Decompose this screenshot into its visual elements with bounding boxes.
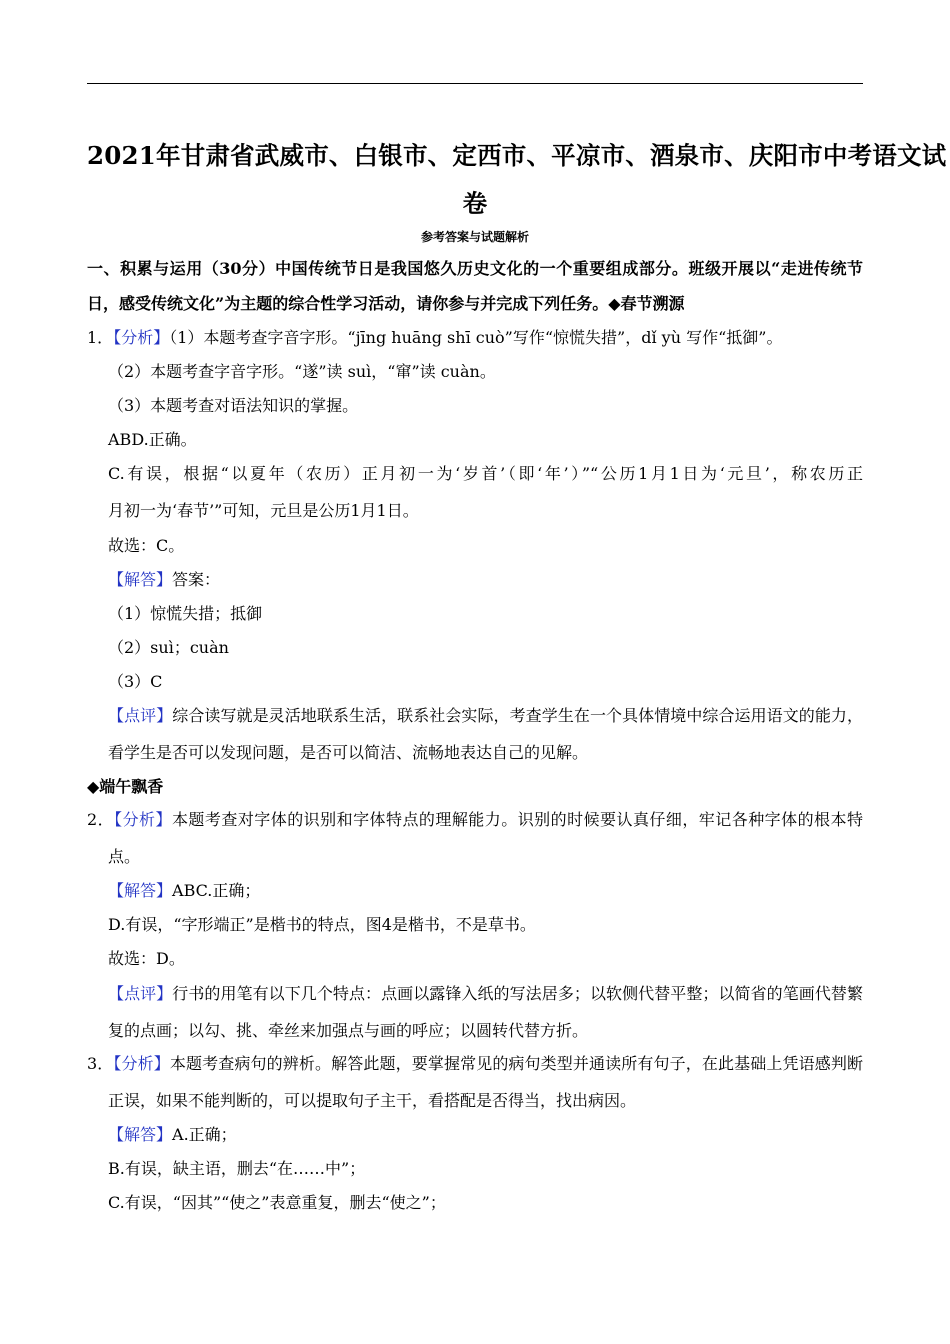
q2-answer-line2: D.有误，“字形端正”是楷书的特点，图4是楷书，不是草书。 <box>108 915 536 934</box>
subtitle: 参考答案与试题解析 <box>420 230 529 244</box>
question-number: 3． <box>87 1054 114 1073</box>
q1-comment-line1: 综合读写就是灵活地联系生活，联系社会实际，考查学生在一个具体情境中综合运用语文的能力， <box>172 706 863 725</box>
analysis-tag: 【分析】 <box>113 328 170 347</box>
q2-answer-line3: 故选：D。 <box>108 949 185 968</box>
q1-comment <box>108 706 863 726</box>
q3-answer-line1: A.正确； <box>172 1125 237 1144</box>
section1-heading-line2: 日，感受传统文化”为主题的综合性学习活动，请你参与并完成下列任务。◆春节溯源 <box>87 294 685 313</box>
comment-tag: 【点评】 <box>108 984 173 1003</box>
q3-answer-line3: C.有误，“因其”“使之”表意重复，删去“使之”； <box>108 1193 446 1212</box>
q1-analysis-line1: （1）本题考查字音字形。“jīng huāng shī cuò”写作“惊慌失措”，dǐ yù 写作“抵御”。 <box>169 328 783 347</box>
question-number: 1． <box>87 328 114 347</box>
q2-analysis-line2: 点。 <box>108 847 141 866</box>
header-rule <box>87 83 863 84</box>
answer-tag: 【解答】 <box>108 570 173 589</box>
q3-answer-line2: B.有误，缺主语，删去“在……中”； <box>108 1159 366 1178</box>
q1-answer-line1: （1）惊慌失措；抵御 <box>108 604 263 623</box>
q1-comment-line2: 看学生是否可以发现问题，是否可以简洁、流畅地表达自己的见解。 <box>108 743 589 762</box>
comment-tag: 【点评】 <box>108 706 173 725</box>
section-duanwu-heading: ◆端午飘香 <box>87 777 164 796</box>
analysis-tag: 【分析】 <box>113 1054 170 1073</box>
q3-analysis-line1: 本题考查病句的辨析。解答此题，要掌握常见的病句类型并通读所有句子，在此基础上凭语感判断 <box>169 1054 863 1073</box>
q1-analysis-line5: C.有误，根据“以夏年（农历）正月初一为‘岁首’（即‘年’）”“公历1月1日为‘元旦’，称农历正 <box>108 464 863 483</box>
q1-analysis-line3: （3）本题考查对语法知识的掌握。 <box>108 396 359 415</box>
answer-tag: 【解答】 <box>108 1125 173 1144</box>
q1-analysis-line6: 月初一为‘春节’”可知，元旦是公历1月1日。 <box>108 501 419 520</box>
q2-comment-line1: 行书的用笔有以下几个特点：点画以露锋入纸的写法居多；以软侧代替平整；以简省的笔画代替繁 <box>172 984 863 1003</box>
q1-answer-line2: （2）suì；cuàn <box>108 638 229 657</box>
q2-comment <box>108 984 863 1004</box>
question-number: 2． <box>87 810 115 829</box>
q3-answer <box>108 1125 237 1145</box>
q1-analysis-line7: 故选：C。 <box>108 536 185 555</box>
q1-answer-line3: （3）C <box>108 672 163 691</box>
page-title-line2: 卷 <box>462 189 488 218</box>
answer-tag: 【解答】 <box>108 881 173 900</box>
question-2 <box>87 810 863 830</box>
q1-answer <box>108 570 220 590</box>
analysis-tag: 【分析】 <box>114 810 172 829</box>
q1-analysis-line4: ABD.正确。 <box>108 430 197 449</box>
q2-answer-line1: ABC.正确； <box>172 881 261 900</box>
section1-heading-line1: 一、积累与运用（30分）中国传统节日是我国悠久历史文化的一个重要组成部分。班级开展以“走进传统节 <box>87 259 863 278</box>
question-3 <box>87 1054 863 1074</box>
q3-analysis-line2: 正误，如果不能判断的，可以提取句子主干，看搭配是否得当，找出病因。 <box>108 1091 637 1110</box>
q2-comment-line2: 复的点画；以勾、挑、牵丝来加强点与画的呼应；以圆转代替方折。 <box>108 1021 589 1040</box>
q2-analysis-line1: 本题考查对字体的识别和字体特点的理解能力。识别的时候要认真仔细，牢记各种字体的根本特 <box>171 810 863 829</box>
page-title-line1: 2021年甘肃省武威市、白银市、定西市、平凉市、酒泉市、庆阳市中考语文试 <box>87 141 947 170</box>
q1-analysis-line2: （2）本题考查字音字形。“遂”读 suì，“窜”读 cuàn。 <box>108 362 496 381</box>
q1-answer-text: 答案： <box>172 570 221 589</box>
q2-answer <box>108 881 260 901</box>
question-1 <box>87 328 782 348</box>
